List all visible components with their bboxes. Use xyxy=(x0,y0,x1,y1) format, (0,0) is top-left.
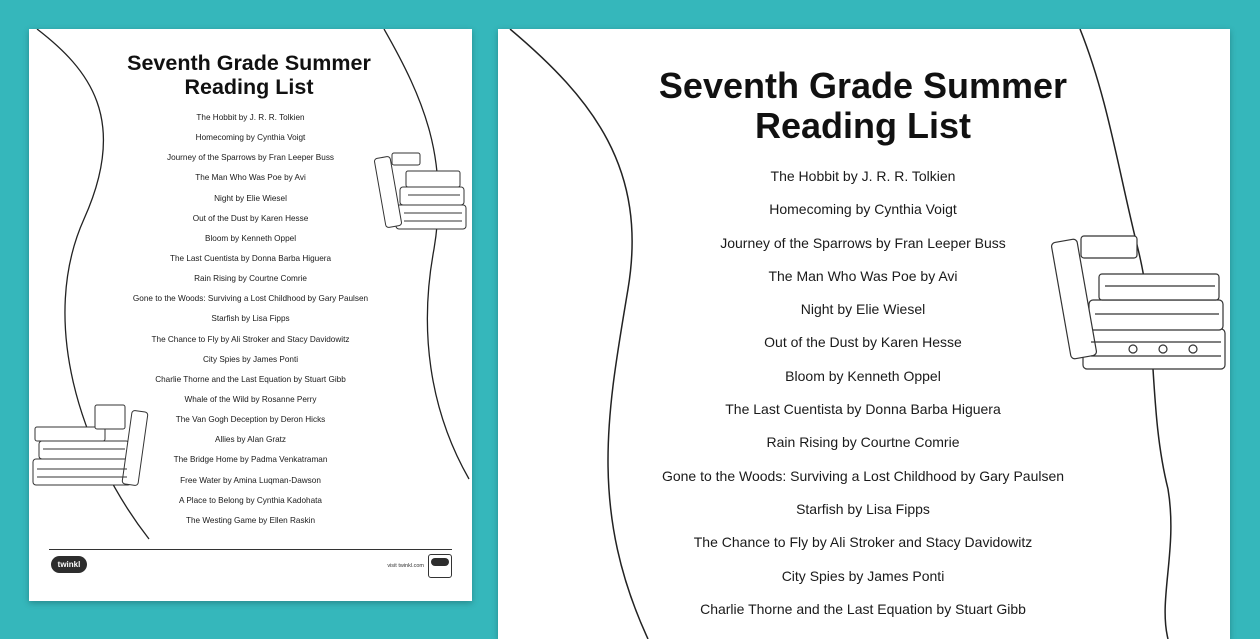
book-list-item: The Hobbit by J. R. R. Tolkien xyxy=(196,113,305,122)
book-list-item: The Bridge Home by Padma Venkatraman xyxy=(173,455,328,465)
page-title: Seventh Grade Summer Reading List xyxy=(127,51,371,100)
book-list-item: Bloom by Kenneth Oppel xyxy=(785,367,941,384)
book-list-item: The Man Who Was Poe by Avi xyxy=(195,173,306,183)
book-list-item: Rain Rising by Courtne Comrie xyxy=(766,434,960,451)
book-list-item: Journey of the Sparrows by Fran Leeper Buss xyxy=(720,234,1006,251)
book-list-item: The Chance to Fly by Ali Stroker and Stacy Davidowitz xyxy=(151,334,350,344)
book-list-item: The Man Who Was Poe by Avi xyxy=(768,267,958,284)
book-list-item: Gone to the Woods: Surviving a Lost Childhood by Gary Paulsen xyxy=(661,467,1065,484)
badge-icon xyxy=(428,554,452,578)
book-list-item: The Last Cuentista by Donna Barba Higuera xyxy=(169,253,332,263)
book-list-item: Homecoming by Cynthia Voigt xyxy=(769,201,957,218)
book-list-item: Night by Elie Wiesel xyxy=(800,301,926,318)
book-list-item: A Place to Belong by Cynthia Kadohata xyxy=(179,495,322,505)
worksheet-page-zoom xyxy=(498,29,1230,639)
book-list-item: The Chance to Fly by Ali Stroker and Stacy Davidowitz xyxy=(693,534,1033,551)
book-list-item: Charlie Thorne and the Last Equation by Stuart Gibb xyxy=(700,600,1026,617)
book-list-item: The Westing Game by Ellen Raskin xyxy=(185,515,316,525)
visit-url-text: visit twinkl.com xyxy=(387,563,424,569)
book-list-item: Gone to the Woods: Surviving a Lost Childhood by Gary Paulsen xyxy=(132,294,369,304)
book-list-item: Whale of the Wild by Rosanne Perry xyxy=(184,394,317,404)
book-list-item: Charlie Thorne and the Last Equation by Stuart Gibb xyxy=(155,374,346,384)
book-stack-illustration xyxy=(31,401,151,491)
book-list-item: Out of the Dust by Karen Hesse xyxy=(764,334,962,351)
book-list-item: The Hobbit by J. R. R. Tolkien xyxy=(770,168,956,184)
footer-divider xyxy=(49,549,452,550)
book-list-item: Night by Elie Wiesel xyxy=(214,193,287,203)
book-list-item: Starfish by Lisa Fipps xyxy=(796,500,930,517)
book-list-item: City Spies by James Ponti xyxy=(781,567,945,584)
page-title: Seventh Grade Summer Reading List xyxy=(658,65,1068,147)
book-list-item: Journey of the Sparrows by Fran Leeper Buss xyxy=(166,153,335,163)
book-list-item: Out of the Dust by Karen Hesse xyxy=(192,213,309,223)
book-list-item: Allies by Alan Gratz xyxy=(215,435,286,445)
book-list-item: The Last Cuentista by Donna Barba Higuera xyxy=(725,401,1001,418)
book-list-item: City Spies by James Ponti xyxy=(202,354,299,364)
book-list-item: The Van Gogh Deception by Deron Hicks xyxy=(175,415,326,425)
book-stack-illustration xyxy=(374,151,469,236)
book-list-item: Homecoming by Cynthia Voigt xyxy=(195,133,306,143)
book-list-item: Rain Rising by Courtne Comrie xyxy=(194,274,307,284)
twinkl-logo: twinkl xyxy=(51,556,87,573)
worksheet-page-preview xyxy=(29,29,472,601)
book-list-item: Bloom by Kenneth Oppel xyxy=(204,233,297,243)
book-stack-illustration xyxy=(1043,234,1228,384)
book-list-item: Free Water by Amina Luqman-Dawson xyxy=(180,475,321,485)
book-list-item: Starfish by Lisa Fipps xyxy=(211,314,290,324)
